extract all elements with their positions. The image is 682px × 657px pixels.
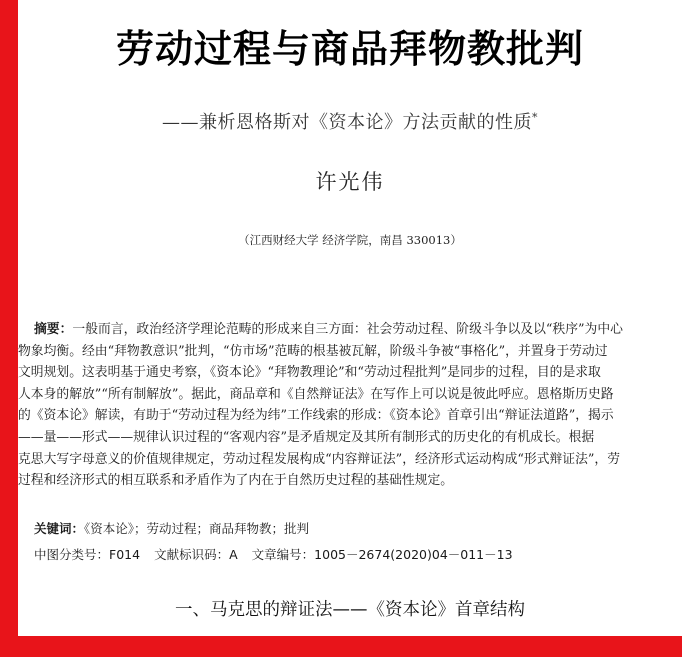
- abstract-line: 人本身的解放”“所有制解放”。据此，商品章和《自然辩证法》在写作上可以说是彼此呼应。恩格斯历史路: [18, 386, 614, 402]
- article-number-value: 1005－2674(2020)04－011－13: [314, 547, 513, 562]
- article-number-label: 文章编号：: [251, 547, 315, 562]
- abstract-line: ——量——形式——规律认识过程的“客观内容”是矛盾规定及其所有制形式的历史化的有机成长。根据: [18, 429, 595, 445]
- subtitle-text: ——兼析恩格斯对《资本论》方法贡献的性质: [162, 112, 532, 133]
- author-affiliation: （江西财经大学 经济学院，南昌 330013）: [238, 233, 462, 247]
- abstract-line: 过程和经济形式的相互联系和矛盾作为了内在于自然历史过程的基础性规定。: [18, 473, 454, 489]
- abstract-label: 摘要：: [34, 322, 73, 337]
- abstract-block: [18, 319, 682, 492]
- paper-page: [18, 0, 682, 636]
- keywords-line: [34, 519, 309, 537]
- author-name: 许光伟: [315, 170, 385, 194]
- red-frame-bottom: [0, 636, 682, 657]
- clc-value: F014: [109, 547, 141, 562]
- paper-subtitle: [18, 108, 682, 134]
- keywords-value: 《资本论》；劳动过程；商品拜物教；批判: [84, 521, 310, 536]
- footnote-mark: *: [532, 111, 538, 124]
- doc-code-label: 文献标识码：: [154, 547, 230, 562]
- abstract-text: 一般而言，政治经济学理论范畴的形成来自三方面：社会劳动过程、阶级斗争以及以“秩序”为中心: [72, 322, 623, 337]
- clc-label: 中图分类号：: [34, 547, 110, 562]
- keywords-label: 关键词：: [34, 521, 85, 536]
- red-frame-left: [0, 0, 18, 657]
- doc-code-value: A: [229, 547, 238, 562]
- abstract-line: 文明规划。这表明基于通史考察，《资本论》“拜物教理论”和“劳动过程批判”是同步的过程，目的是求取: [18, 365, 601, 381]
- classification-line: [34, 545, 513, 563]
- abstract-line: 的《资本论》解读，有助于“劳动过程为经为纬”工作线索的形成：《资本论》首章引出“辩证法道路”，揭示: [18, 408, 614, 424]
- abstract-line: [18, 319, 682, 341]
- paper-title: 劳动过程与商品拜物教批判: [115, 27, 584, 71]
- abstract-line: 克思大写字母意义的价值规律规定，劳动过程发展构成“内容辩证法”，经济形式运动构成“形式辩证法”，劳: [18, 451, 621, 467]
- abstract-line: 物象均衡。经由“拜物教意识”批判，“仿市场”范畴的根基被瓦解，阶级斗争被“事格化”，并置身于劳动过: [18, 343, 608, 359]
- section-heading: 一、马克思的辩证法——《资本论》首章结构: [175, 600, 525, 620]
